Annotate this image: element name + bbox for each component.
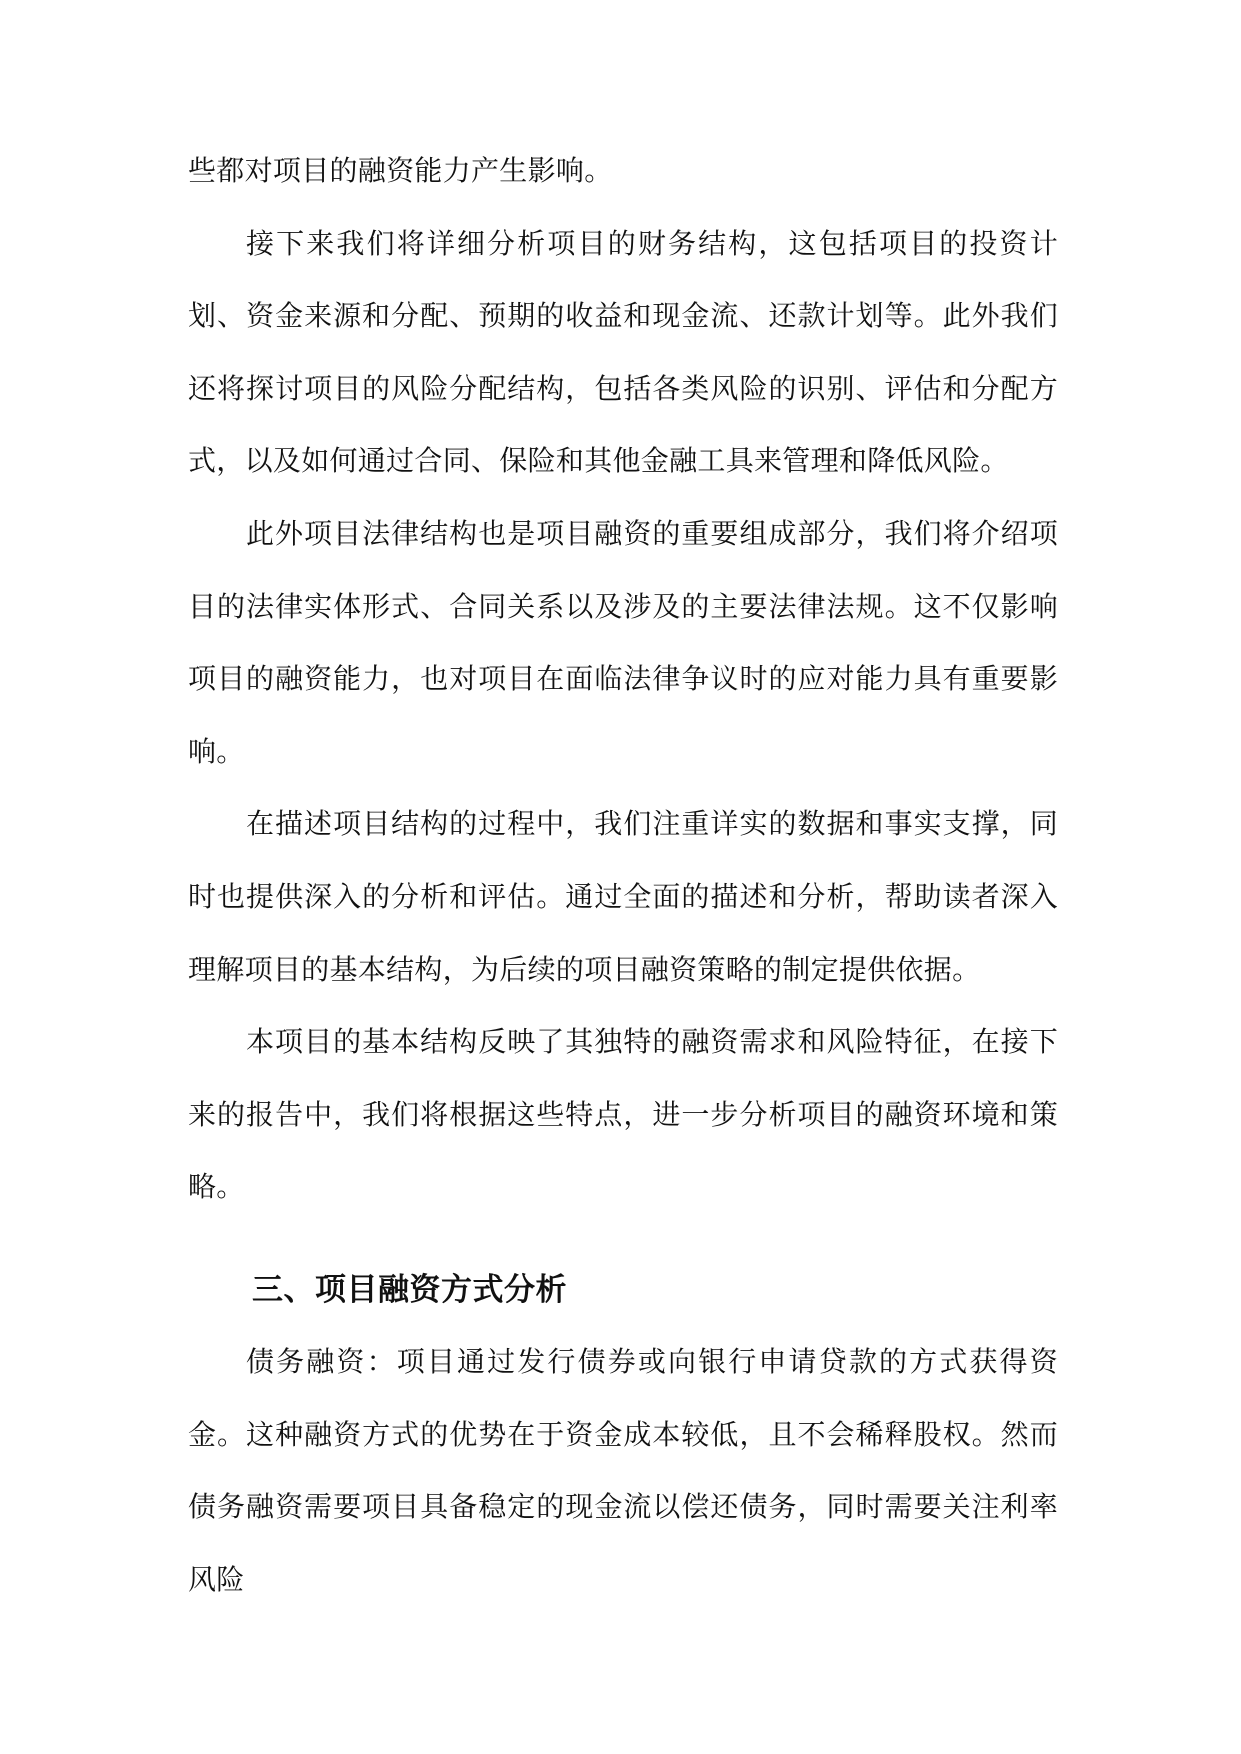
paragraph-description-approach: 在描述项目结构的过程中，我们注重详实的数据和事实支撑，同时也提供深入的分析和评估。通过全面的描述和分析，帮助读者深入理解项目的基本结构，为后续的项目融资策略的制定提供依据。: [188, 807, 1058, 986]
paragraph-financial-structure: 接下来我们将详细分析项目的财务结构，这包括项目的投资计划、资金来源和分配、预期的收益和现金流、还款计划等。此外我们还将探讨项目的风险分配结构，包括各类风险的识别、评估和分配方式，以及如何通过合同、保险和其他金融工具来管理和降低风险。: [188, 226, 1058, 478]
paragraph-legal-structure: 此外项目法律结构也是项目融资的重要组成部分，我们将介绍项目的法律实体形式、合同关系以及涉及的主要法律法规。这不仅影响项目的融资能力，也对项目在面临法律争议时的应对能力具有重要影响。: [188, 516, 1058, 768]
document-body: [188, 135, 1058, 1616]
section-heading: 三、项目融资方式分析: [252, 1271, 567, 1308]
paragraph-summary: 本项目的基本结构反映了其独特的融资需求和风险特征，在接下来的报告中，我们将根据这些特点，进一步分析项目的融资环境和策略。: [188, 1025, 1058, 1204]
paragraph-debt-financing: 债务融资：项目通过发行债券或向银行申请贷款的方式获得资金。这种融资方式的优势在于资金成本较低，且不会稀释股权。然而债务融资需要项目具备稳定的现金流以偿还债务，同时需要关注利率风险: [188, 1344, 1058, 1596]
paragraph-continuation: 些都对项目的融资能力产生影响。: [188, 154, 613, 187]
